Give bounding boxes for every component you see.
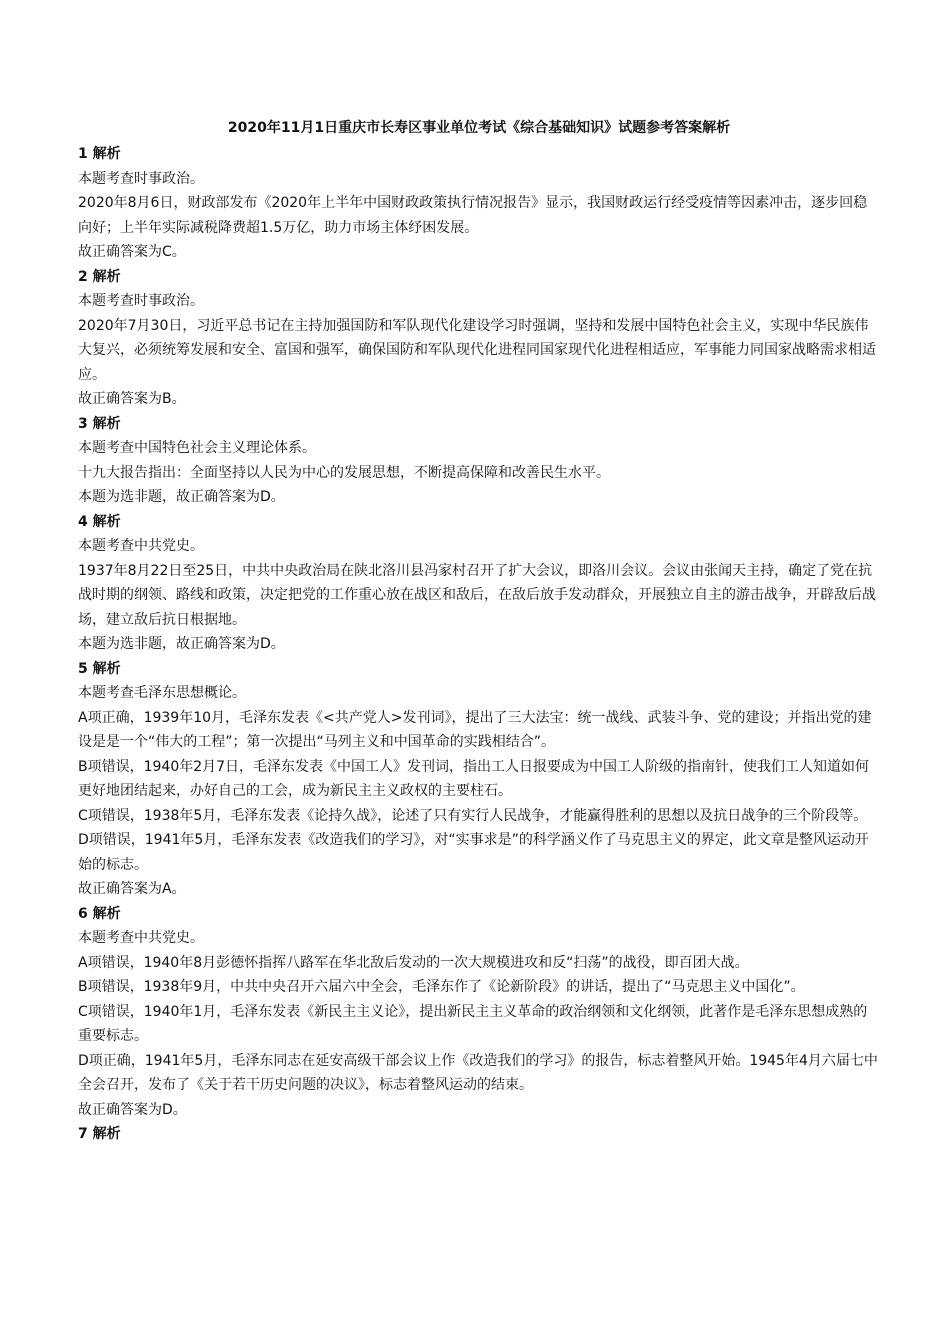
question-heading: 4 解析	[78, 513, 121, 530]
question-5-block	[78, 657, 880, 902]
paragraph: 1937年8月22日至25日，中共中央政治局在陕北洛川县冯家村召开了扩大会议，即洛川会议。会议由张闻天主持，确定了党在抗战时期的纲领、路线和政策，决定把党的工作重心放在战区和敌后，在敌后放手发动群众，开展独立自主的游击战争，开辟敌后战场，建立敌后抗日根据地。	[78, 562, 876, 628]
question-1-block	[78, 142, 880, 265]
document-title: 2020年11月1日重庆市长寿区事业单位考试《综合基础知识》试题参考答案解析	[227, 120, 731, 136]
option-d-analysis: D项正确，1941年5月，毛泽东同志在延安高级干部会议上作《改造我们的学习》的报告，标志着整风开始。1945年4月六届七中全会召开，发布了《关于若干历史问题的决议》，标志着整风运动的结束。	[78, 1052, 878, 1093]
paragraph: 本题考查时事政治。	[78, 293, 204, 309]
option-b-analysis: B项错误，1940年2月7日，毛泽东发表《中国工人》发刊词，指出工人日报要成为中国工人阶级的指南针，使我们工人知道如何更好地团结起来，办好自己的工会，成为新民主主义政权的主要柱石。	[78, 758, 870, 799]
question-3-block	[78, 412, 880, 510]
answer-line: 故正确答案为A。	[78, 881, 186, 897]
question-4-block	[78, 510, 880, 657]
question-7-block	[78, 1122, 880, 1147]
paragraph: 本题考查中国特色社会主义理论体系。	[78, 440, 316, 456]
question-2-block	[78, 265, 880, 412]
paragraph: 2020年7月30日，习近平总书记在主持加强国防和军队现代化建设学习时强调，坚持和发展中国特色社会主义，实现中华民族伟大复兴，必须统筹发展和安全、富国和强军，确保国防和军队现代化进程同国家现代化进程相适应，军事能力同国家战略需求相适应。	[78, 317, 876, 383]
option-a-analysis: A项错误，1940年8月彭德怀指挥八路军在华北敌后发动的一次大规模进攻和反“扫荡”的战役，即百团大战。	[78, 954, 749, 971]
option-b-analysis: B项错误，1938年9月，中共中央召开六届六中全会，毛泽东作了《论新阶段》的讲话，提出了“马克思主义中国化”。	[78, 979, 805, 995]
question-heading: 1 解析	[78, 146, 121, 162]
option-c-analysis: C项错误，1940年1月，毛泽东发表《新民主主义论》，提出新民主主义革命的政治纲领和文化纲领，此著作是毛泽东思想成熟的重要标志。	[78, 1003, 868, 1044]
paragraph: 本题考查中共党史。	[78, 930, 204, 946]
paragraph: 本题考查毛泽东思想概论。	[78, 685, 246, 701]
option-d-analysis: D项错误，1941年5月，毛泽东发表《改造我们的学习》，对“实事求是”的科学涵义作了马克思主义的界定，此文章是整风运动开始的标志。	[78, 832, 869, 873]
answer-line: 故正确答案为C。	[78, 244, 186, 260]
option-c-analysis: C项错误，1938年5月，毛泽东发表《论持久战》，论述了只有实行人民战争，才能赢得胜利的思想以及抗日战争的三个阶段等。	[78, 807, 868, 824]
question-heading: 3 解析	[78, 415, 121, 432]
question-heading: 6 解析	[78, 905, 121, 922]
paragraph: 本题考查时事政治。	[78, 170, 204, 187]
paragraph: 2020年8月6日，财政部发布《2020年上半年中国财政政策执行情况报告》显示，我国财政运行经受疫情等因素冲击，逐步回稳向好；上半年实际减税降费超1.5万亿，助力市场主体纾困发展。	[78, 195, 868, 236]
answer-line: 本题为选非题，故正确答案为D。	[78, 489, 285, 505]
question-6-block	[78, 902, 880, 1123]
option-a-analysis: A项正确，1939年10月，毛泽东发表《<共产党人>发刊词》，提出了三大法宝：统一战线、武装斗争、党的建设；并指出党的建设是是一个“伟大的工程”；第一次提出“马列主义和中国革命的实践相结合”。	[78, 709, 872, 750]
paragraph: 本题考查中共党史。	[78, 538, 204, 554]
question-heading: 2 解析	[78, 268, 121, 285]
answer-line: 故正确答案为B。	[78, 391, 186, 407]
answer-line: 故正确答案为D。	[78, 1101, 187, 1118]
question-heading: 7 解析	[78, 1126, 121, 1142]
answer-line: 本题为选非题，故正确答案为D。	[78, 636, 285, 652]
question-heading: 5 解析	[78, 660, 121, 677]
document-page	[78, 118, 880, 1147]
paragraph: 十九大报告指出：全面坚持以人民为中心的发展思想，不断提高保障和改善民生水平。	[78, 464, 610, 481]
